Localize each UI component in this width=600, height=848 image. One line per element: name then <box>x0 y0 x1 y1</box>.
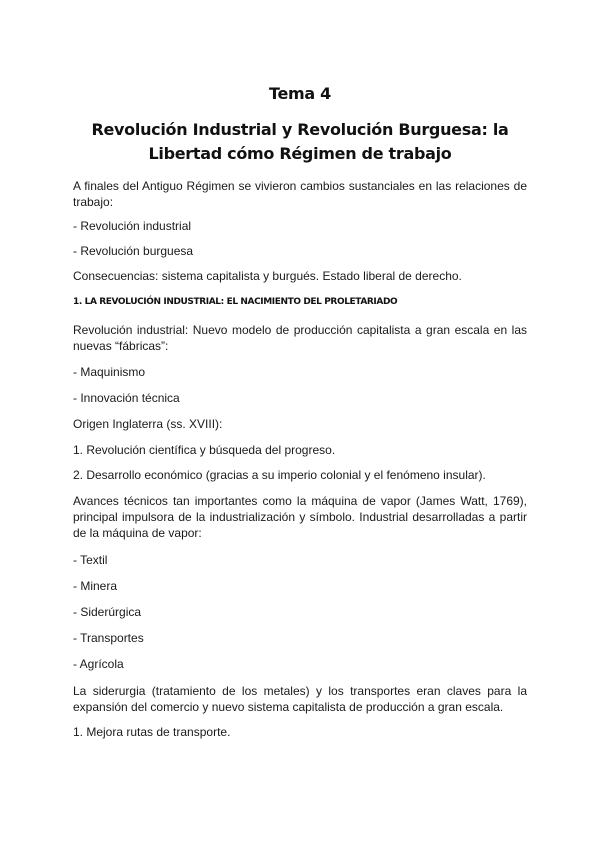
list-item: 1. Mejora rutas de transporte. <box>73 725 231 739</box>
list-item: - Agrícola <box>73 657 124 671</box>
paragraph-siderurgy: La siderurgia (tratamiento de los metales) y los transportes eran claves para la expansión del comercio y nuevo sistema capitalista de producción a gran escala. <box>73 684 527 714</box>
list-item: 2. Desarrollo económico (gracias a su imperio colonial y el fenómeno insular). <box>73 468 486 482</box>
page-title: Revolución Industrial y Revolución Burguesa: la Libertad cómo Régimen de trabajo <box>91 120 509 163</box>
paragraph-advances: Avances técnicos tan importantes como la máquina de vapor (James Watt, 1769), principal impulsora de la industrialización y símbolo. Industrial desarrolladas a partir de la máquina de vapor: <box>73 494 527 540</box>
list-item: - Innovación técnica <box>73 391 180 405</box>
paragraph-definition: Revolución industrial: Nuevo modelo de producción capitalista a gran escala en las nuevas “fábricas”: <box>73 323 527 353</box>
paragraph-origin: Origen Inglaterra (ss. XVIII): <box>73 417 223 431</box>
list-item: - Minera <box>73 579 118 593</box>
paragraph-intro: A finales del Antiguo Régimen se vivieron cambios sustanciales en las relaciones de trabajo: <box>73 179 527 209</box>
list-item: - Maquinismo <box>73 365 146 379</box>
list-item: - Revolución industrial <box>73 219 192 233</box>
list-item: - Transportes <box>73 631 144 645</box>
list-item: - Siderúrgica <box>73 605 142 619</box>
list-item: 1. Revolución científica y búsqueda del progreso. <box>73 443 336 457</box>
section-heading: 1. LA REVOLUCIÓN INDUSTRIAL: EL NACIMIENTO DEL PROLETARIADO <box>73 297 398 307</box>
topic-title: Tema 4 <box>268 84 331 103</box>
list-item: - Textil <box>73 553 108 567</box>
list-item: - Revolución burguesa <box>73 244 194 258</box>
paragraph-consequences: Consecuencias: sistema capitalista y burgués. Estado liberal de derecho. <box>73 269 462 283</box>
